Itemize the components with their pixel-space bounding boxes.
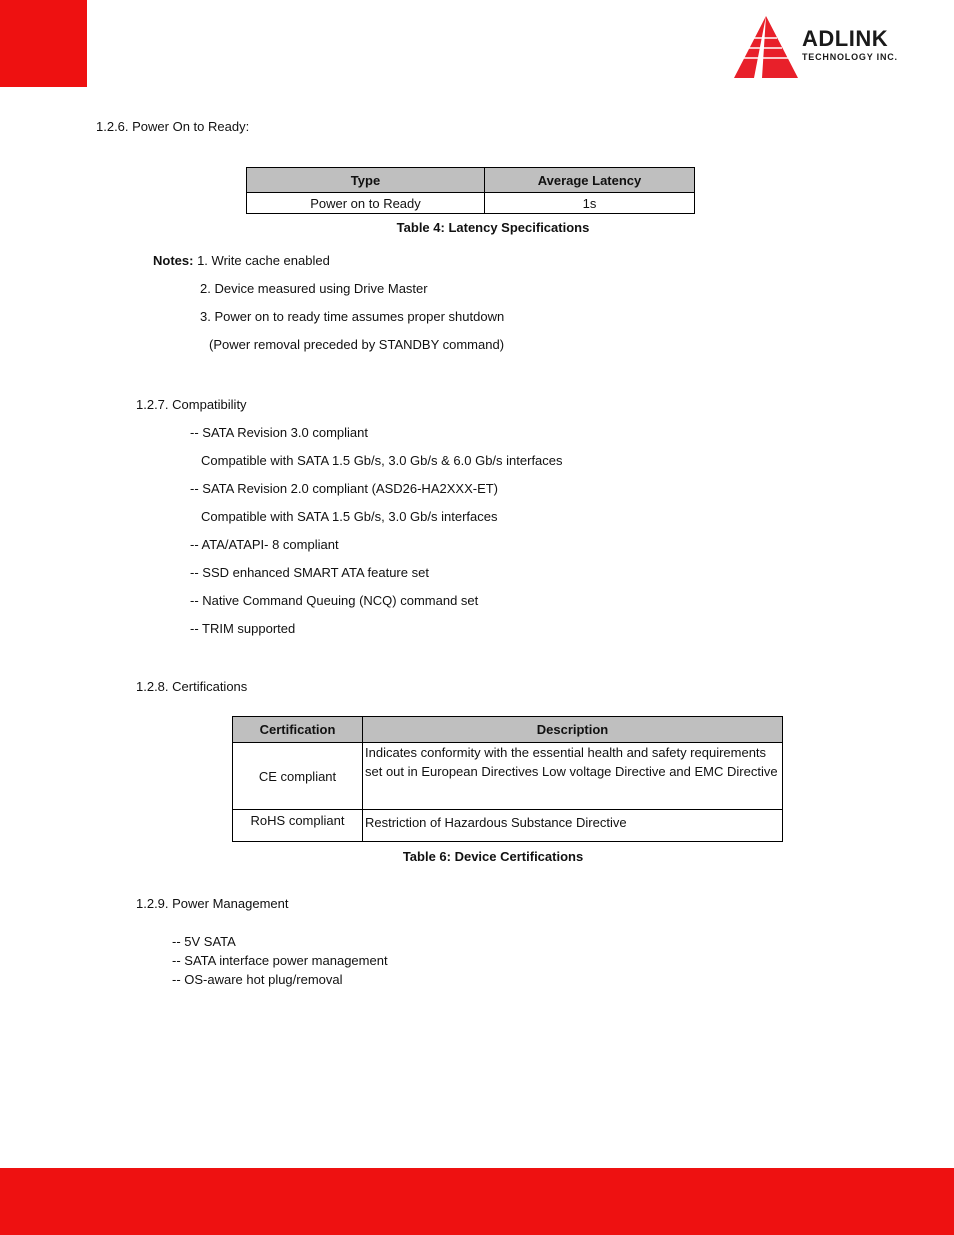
cert-name-cell: RoHS compliant xyxy=(233,810,363,842)
list-item: -- TRIM supported xyxy=(190,621,296,636)
list-item: -- OS-aware hot plug/removal xyxy=(172,972,343,987)
cert-name-cell: CE compliant xyxy=(233,743,363,810)
certifications-table-caption: Table 6: Device Certifications xyxy=(402,849,584,864)
logo-subtitle: TECHNOLOGY INC. xyxy=(802,52,898,62)
list-item: -- 5V SATA xyxy=(172,934,236,949)
adlink-logo xyxy=(732,14,938,80)
latency-table xyxy=(246,167,695,214)
latency-header-latency: Average Latency xyxy=(485,168,695,193)
cert-description-cell: Restriction of Hazardous Substance Directive xyxy=(363,810,783,842)
table-row xyxy=(233,743,783,810)
note-item: 1. Write cache enabled xyxy=(197,253,330,268)
list-item: Compatible with SATA 1.5 Gb/s, 3.0 Gb/s & 6.0 Gb/s interfaces xyxy=(201,453,563,468)
section-heading-compatibility: 1.2.7. Compatibility xyxy=(136,397,247,412)
note-item: 2. Device measured using Drive Master xyxy=(200,281,428,296)
section-heading-certifications: 1.2.8. Certifications xyxy=(136,679,248,694)
notes-line-1 xyxy=(153,253,330,268)
latency-cell: 1s xyxy=(485,193,695,214)
note-item: (Power removal preceded by STANDBY command) xyxy=(209,337,505,352)
list-item: -- Native Command Queuing (NCQ) command set xyxy=(190,593,479,608)
cert-header-description: Description xyxy=(363,717,783,743)
list-item: -- SATA Revision 3.0 compliant xyxy=(190,425,368,440)
logo-wordmark: ADLINK xyxy=(802,26,889,51)
section-heading-power-management: 1.2.9. Power Management xyxy=(136,896,289,911)
footer-red-band xyxy=(0,1168,954,1235)
cert-description-cell: Indicates conformity with the essential health and safety requirements set out in European Directives Low voltage Directive and EMC Directive xyxy=(363,743,783,810)
note-item: 3. Power on to ready time assumes proper shutdown xyxy=(200,309,505,324)
table-row xyxy=(247,193,695,214)
certifications-table xyxy=(232,716,783,842)
latency-cell: Power on to Ready xyxy=(247,193,485,214)
list-item: Compatible with SATA 1.5 Gb/s, 3.0 Gb/s interfaces xyxy=(201,509,498,524)
list-item: -- SATA Revision 2.0 compliant (ASD26-HA2XXX-ET) xyxy=(190,481,499,496)
adlink-triangle-icon xyxy=(732,14,798,80)
list-item: -- SATA interface power management xyxy=(172,953,388,968)
list-item: -- ATA/ATAPI- 8 compliant xyxy=(190,537,339,552)
table-row xyxy=(233,810,783,842)
section-heading-power-on: 1.2.6. Power On to Ready: xyxy=(96,119,250,134)
cert-header-certification: Certification xyxy=(233,717,363,743)
header-red-block xyxy=(0,0,87,87)
latency-header-type: Type xyxy=(247,168,485,193)
list-item: -- SSD enhanced SMART ATA feature set xyxy=(190,565,429,580)
latency-table-caption: Table 4: Latency Specifications xyxy=(396,220,590,235)
notes-label: Notes: xyxy=(153,253,194,268)
